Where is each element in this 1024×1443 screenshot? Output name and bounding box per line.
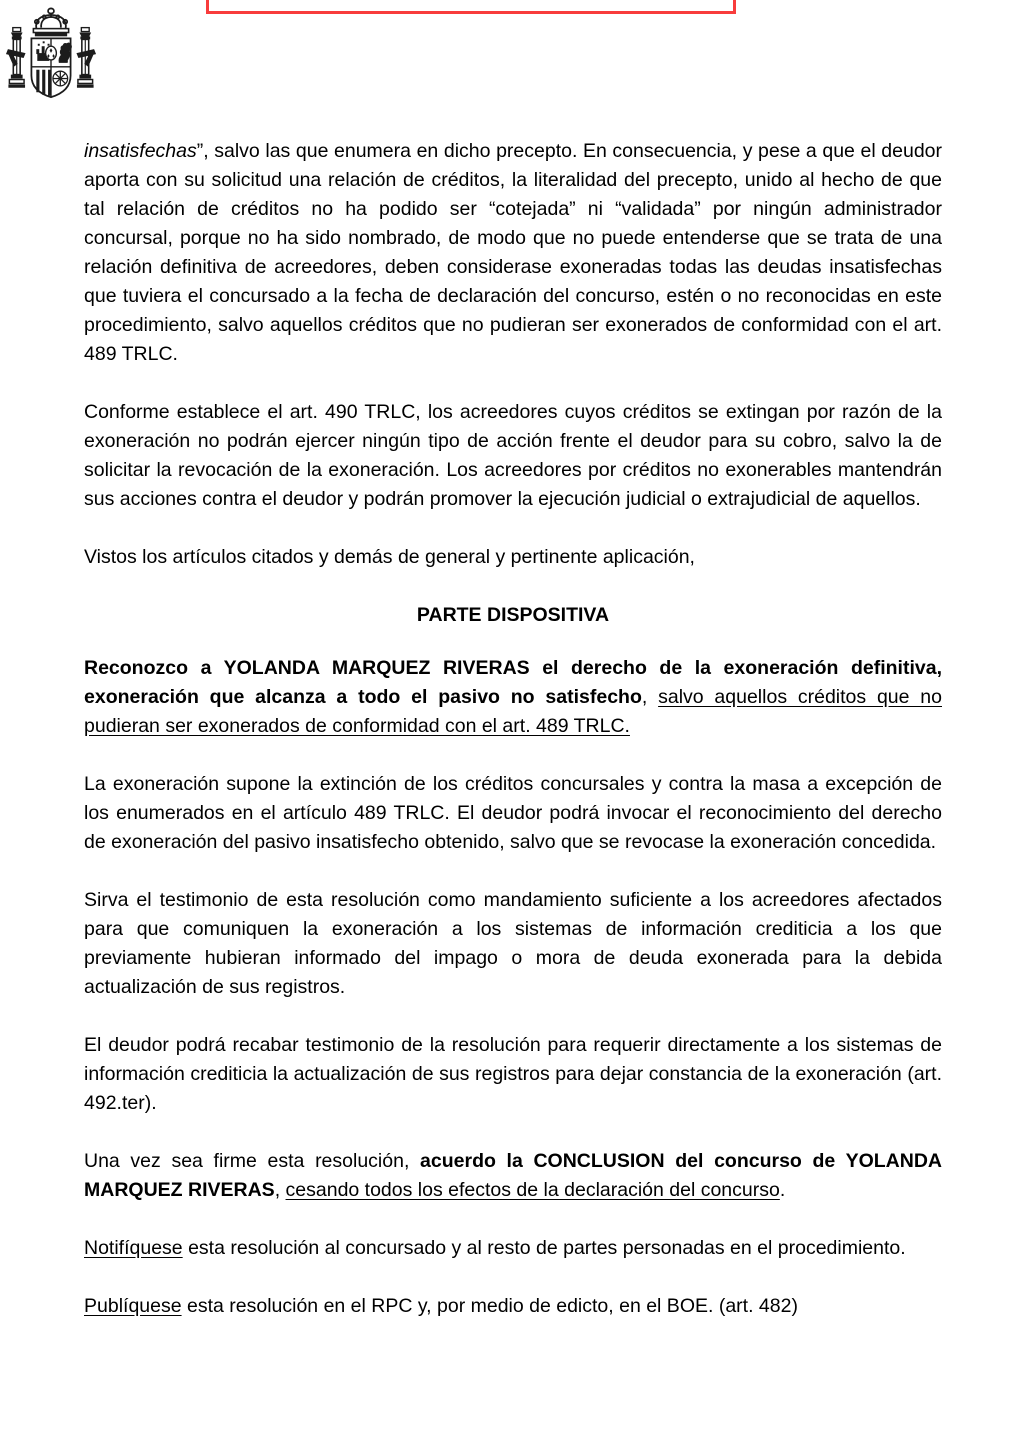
text-segment-normal: , (274, 1179, 286, 1201)
text-segment-normal: Una vez sea firme esta resolución, (84, 1150, 421, 1172)
text-segment-underline: cesando todos los efectos de la declaración del concurso (285, 1179, 780, 1201)
text-segment-bold: Reconozco a YOLANDA MARQUEZ RIVERAS el derecho de la exoneración definitiva, exoneración que alcanza a todo el pasivo no satisfecho (84, 657, 942, 708)
text-segment-normal: esta resolución en el RPC y, por medio de edicto, en el BOE. (art. 482) (181, 1295, 798, 1317)
text-segment-normal: La exoneración supone la extinción de los créditos concursales y contra la masa a excepción de los enumerados en el artículo 489 TRLC. El deudor podrá invocar el reconocimiento del derecho de exoneración del pasivo insatisfecho obtenido, salvo que se revocase la exoneración concedida. (84, 773, 942, 853)
text-segment-underline: Publíquese (84, 1295, 182, 1317)
paragraph-reconozco (84, 654, 942, 741)
paragraph-exoneracion-deudas (84, 137, 942, 369)
text-segment-normal: esta resolución al concursado y al resto de partes personadas en el procedimiento. (182, 1237, 906, 1259)
document-text (84, 137, 942, 1350)
text-segment-normal: Conforme establece el art. 490 TRLC, los acreedores cuyos créditos se extingan por razón de la exoneración no podrán ejercer ningún tipo de acción frente el deudor para su cobro, salvo la de solicitar la revocación de la exoneración. Los acreedores por créditos no exonerables mantendrán sus acciones contra el deudor y podrán promover la ejecución judicial o extrajudicial de aquellos. (84, 401, 942, 510)
paragraph-recabar-testimonio (84, 1031, 942, 1118)
text-segment-bold: acuerdo la CONCLUSION del concurso de YOLANDA MARQUEZ RIVERAS (84, 1150, 942, 1201)
text-segment-italic: insatisfechas (84, 140, 197, 162)
text-segment-bold: PARTE DISPOSITIVA (416, 604, 610, 626)
redaction-box (206, 0, 736, 14)
text-segment-normal: Vistos los artículos citados y demás de general y pertinente aplicación, (84, 546, 695, 568)
text-segment-underline: salvo aquellos créditos que no pudieran ser exonerados de conformidad con el art. 489 TRLC. (84, 686, 942, 737)
text-segment-normal: Sirva el testimonio de esta resolución como mandamiento suficiente a los acreedores afectados para que comuniquen la exoneración a los sistemas de información crediticia a los que previamente hubieran informado del impago o mora de deuda exonerada para la debida actualización de sus registros. (84, 889, 942, 998)
spanish-coat-of-arms-icon (4, 6, 98, 108)
paragraph-art-490-trlc (84, 398, 942, 514)
text-segment-normal: ”, salvo las que enumera en dicho precepto. En consecuencia, y pese a que el deudor aporta con su solicitud una relación de créditos, la literalidad del precepto, unido al hecho de que tal relación de créditos no ha podido ser “cotejada” ni “validada” por ningún administrador concursal, porque no ha sido nombrado, de modo que no puede entenderse que se trata de una relación definitiva de acreedores, deben considerase exoneradas todas las deudas insatisfechas que tuviera el concursado a la fecha de declaración del concurso, estén o no reconocidas en este procedimiento, salvo aquellos créditos que no pudieran ser exonerados de conformidad con el art. 489 TRLC. (84, 140, 942, 365)
text-segment-underline: Notifíquese (84, 1237, 183, 1259)
text-segment-normal: El deudor podrá recabar testimonio de la resolución para requerir directamente a los sistemas de información crediticia la actualización de sus registros para dejar constancia de la exoneración (art. 492.ter). (84, 1034, 942, 1114)
paragraph-publiquese (84, 1292, 942, 1321)
text-segment-normal: , (641, 686, 659, 708)
text-segment-normal: . (779, 1179, 786, 1201)
paragraph-extincion-creditos (84, 770, 942, 857)
paragraph-vistos (84, 543, 942, 572)
paragraph-notifiquese (84, 1234, 942, 1263)
heading-parte-dispositiva (84, 601, 942, 630)
paragraph-conclusion-concurso (84, 1147, 942, 1205)
paragraph-sirva-testimonio (84, 886, 942, 1002)
